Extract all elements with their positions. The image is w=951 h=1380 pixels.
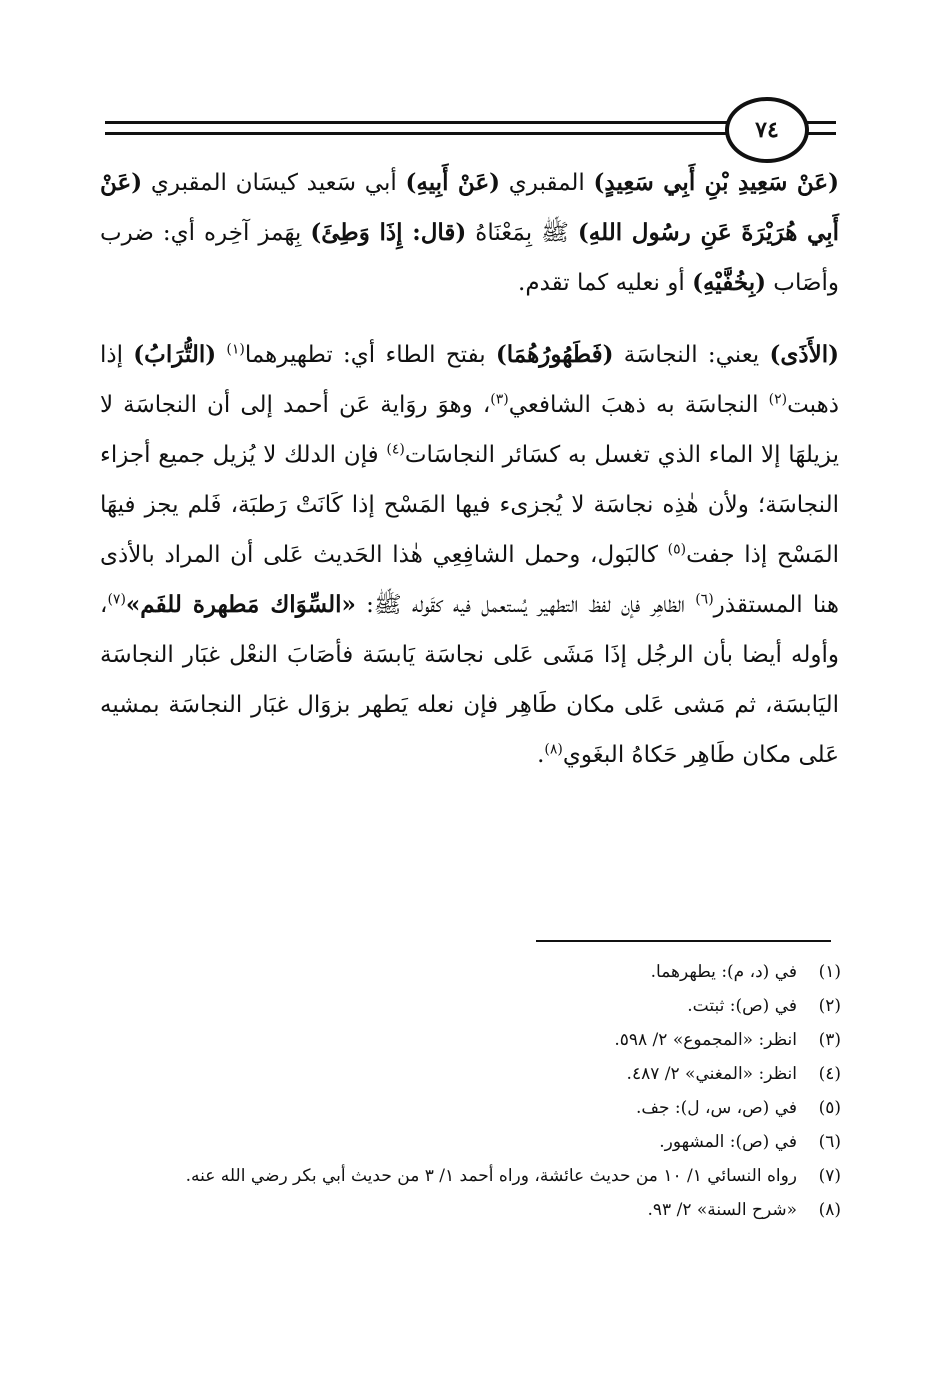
footnote-number: (٨) — [818, 1200, 841, 1220]
footnote-marker[interactable]: (٢) — [768, 391, 788, 408]
commentary-text: . — [537, 742, 545, 768]
page-number-badge — [725, 97, 809, 163]
footnote-marker[interactable]: (٨) — [544, 741, 563, 758]
footnote-marker[interactable]: (٦) — [695, 591, 714, 608]
footnote-marker[interactable]: (٧) — [107, 591, 126, 608]
commentary-text: أو نعليه كما تقدم. — [518, 270, 693, 296]
commentary-text: إذا ذهبت — [100, 342, 839, 418]
commentary-text: ، وهوَ روَاية عَن أحمد إلى أن النجاسَة لا يزيلهَا إلا الماء الذي تغسل به كسَائر النجاسَات — [100, 392, 839, 468]
page-number: ٧٤ — [755, 117, 779, 143]
quoted-text: (عَنْ أَبِي هُرَيْرَةَ عَنِ رسُول اللهِ) — [100, 169, 839, 246]
quoted-text: (بِخُفَّيْهِ) — [692, 269, 766, 296]
quoted-text: (الأَذَى) — [769, 341, 840, 368]
commentary-text: النجاسَة به ذهبَ الشافعي — [508, 392, 769, 418]
footnote-text: في (ص): المشهور. — [659, 1132, 797, 1152]
footnote-marker[interactable]: (٣) — [490, 391, 509, 408]
commentary-text: يعني: النجاسَة — [613, 342, 770, 368]
footnote-marker[interactable]: (٥) — [667, 541, 687, 558]
commentary-text: ﷺ بِمَعْنَاهُ — [466, 220, 578, 246]
commentary-text: بِهَمز آخِره أي: ضرب وأصَاب — [100, 220, 839, 296]
header-rule-top — [105, 121, 761, 124]
footnote-text: رواه النسائي ١/ ١٠ من حديث عائشة، وراه أحمد ١/ ٣ من حديث أبي بكر رضي الله عنه. — [185, 1166, 797, 1186]
commentary-text: بفتح الطاء أي: تطهيرهما — [244, 342, 496, 368]
commentary-text: المقبري — [500, 170, 594, 196]
commentary-text: الظاهِر فإن لفظ التطهير يُستعمل فيه كقَوله ﷺ: — [355, 592, 696, 618]
commentary-text: فإن الدلك لا يُزيل جميع أجزاء النجاسَة؛ ولأن هٰذِه نجاسَة لا يُجزىء فيها المَسْح إذا كَانَتْ رَطبَة، فَلم يجز فيهَا المَسْح إذا جفت — [100, 442, 839, 568]
footnote-text: انظر: «المجموع» ٢/ ٥٩٨. — [614, 1030, 797, 1050]
footnote-number: (٢) — [818, 996, 841, 1016]
footnote — [100, 1125, 841, 1159]
header-rule-bottom — [105, 132, 761, 135]
commentary-text: ، وأوله أيضا بأن الرجُل إذَا مَشَى عَلى نجاسَة يَابسَة فأصَابَ النعْل غبَار النجاسَة اليَابسَة، ثم مَشى عَلى مكان طَاهِر فإن نعله يَطهر بزوَال غبَار النجاسَة بمشيه عَلى مكان طَاهِر حَكاهُ البغَوي — [100, 592, 839, 768]
quoted-text: (التُّرَابُ) — [133, 341, 217, 368]
footnote-text: انظر: «المغني» ٢/ ٤٨٧. — [626, 1064, 797, 1084]
footnote-number: (٣) — [818, 1030, 841, 1050]
quoted-text: (قال: إِذَا وَطِئَ) — [310, 219, 467, 246]
footnote-text: «شرح السنة» ٢/ ٩٣. — [647, 1200, 797, 1220]
commentary-text: كالبَول، وحمل الشافِعِي هٰذا الحَديث عَلى أن المراد بالأذى هنا المستقذر — [100, 542, 839, 618]
quoted-text: (عَنْ أَبِيهِ) — [405, 169, 501, 196]
footnote-number: (١) — [818, 962, 841, 982]
footnote-text: في (ص، س، ل): جف. — [635, 1098, 797, 1118]
quoted-text: (عَنْ سَعِيدِ بْنِ أَبِي سَعِيدٍ) — [593, 169, 839, 196]
footnote-marker[interactable]: (٤) — [386, 441, 405, 458]
footnote-separator — [536, 940, 831, 942]
quoted-hadith: «السِّوَاك مَطهرة للفَم» — [125, 591, 356, 618]
main-text — [100, 158, 839, 780]
footnote — [100, 989, 841, 1023]
commentary-text — [216, 342, 226, 368]
footnote-number: (٦) — [818, 1132, 841, 1152]
footnote-text: في (ص): ثبتت. — [687, 996, 797, 1016]
quoted-text: (فَطَهُورُهُمَا) — [495, 341, 614, 368]
footnote — [100, 1159, 841, 1193]
footnote-marker[interactable]: (١) — [226, 341, 245, 358]
footnote — [100, 1023, 841, 1057]
commentary-text: أبي سَعيد كيسَان المقبري — [142, 170, 406, 196]
footnote-text: في (د، م): يطهرهما. — [650, 962, 797, 982]
footnote — [100, 1091, 841, 1125]
footnote-number: (٤) — [818, 1064, 841, 1084]
footnote — [100, 1193, 841, 1227]
footnote-number: (٥) — [818, 1098, 841, 1118]
footnote-number: (٧) — [818, 1166, 841, 1186]
footnote — [100, 1057, 841, 1091]
paragraph-2 — [100, 330, 839, 780]
footnotes-list — [100, 955, 841, 1227]
paragraph-1 — [100, 158, 839, 308]
footnote — [100, 955, 841, 989]
